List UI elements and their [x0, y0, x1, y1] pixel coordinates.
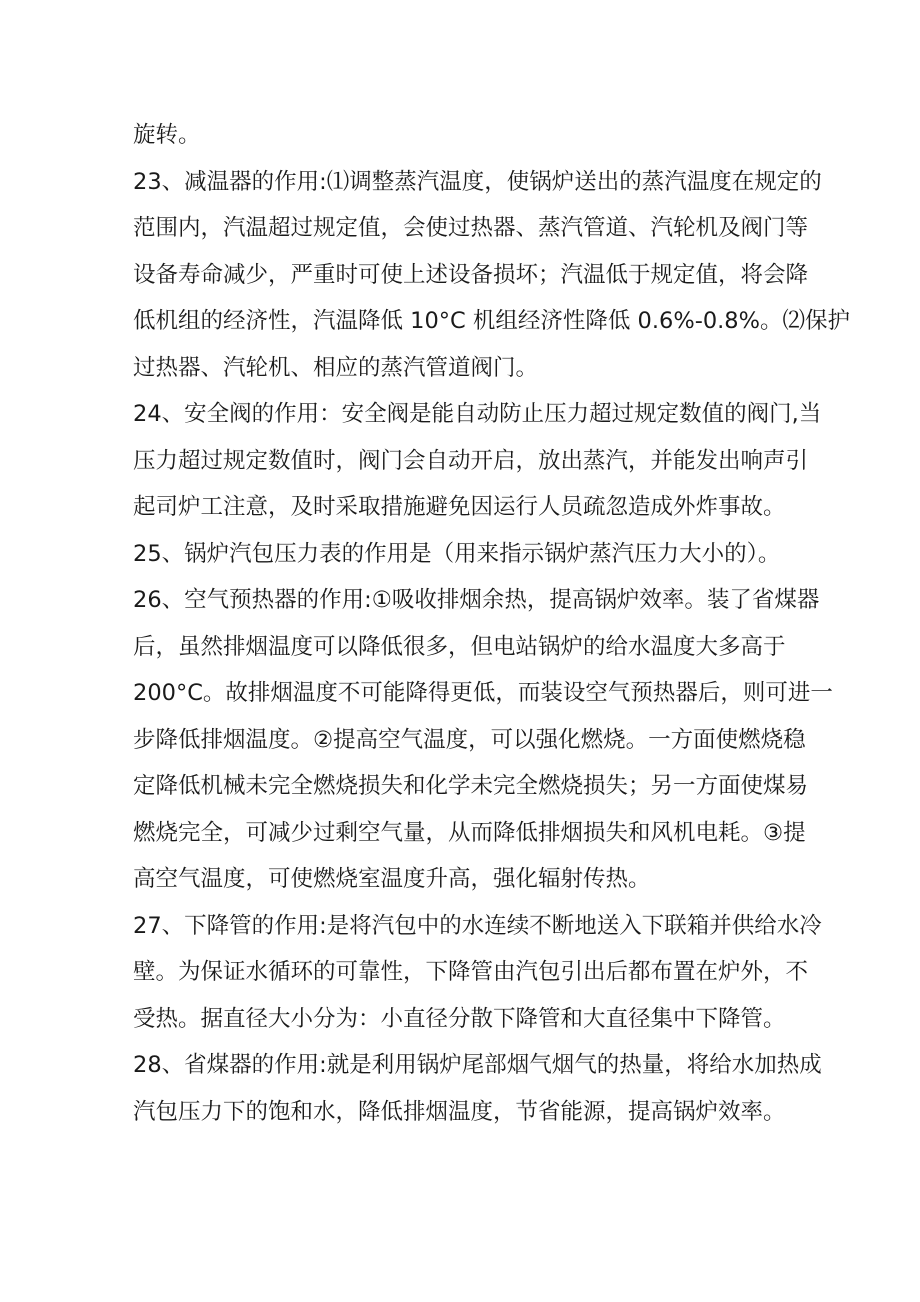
text-line: 低机组的经济性，汽温降低 10°C 机组经济性降低 0.6%-0.8%。⑵保护: [133, 308, 850, 334]
text-line: 汽包压力下的饱和水，降低排烟温度，节省能源，提高锅炉效率。: [133, 1098, 786, 1125]
paragraph-25-pressure-gauge: [133, 531, 800, 578]
paragraph-23-desuperheater: [133, 159, 850, 392]
text-line: 步降低排烟温度。②提高空气温度，可以强化燃烧。一方面使燃烧稳: [133, 726, 806, 753]
text-line: 范围内，汽温超过规定值，会使过热器、蒸汽管道、汽轮机及阀门等: [133, 215, 809, 241]
paragraph-26-air-preheater: [133, 577, 833, 903]
paragraph-continuation: [133, 112, 800, 159]
text-line: 受热。据直径大小分为：小直径分散下降管和大直径集中下降管。: [133, 1005, 786, 1032]
text-line: 25、锅炉汽包压力表的作用是（用来指示锅炉蒸汽压力大小的）。: [133, 540, 781, 567]
paragraph-27-downcomer: [133, 903, 822, 1043]
text-line: 旋转。: [133, 122, 201, 148]
text-line: 24、安全阀的作用：安全阀是能自动防止压力超过规定数值的阀门,当: [133, 401, 822, 427]
text-line: 定降低机械未完全燃烧损失和化学未完全燃烧损失；另一方面使煤易: [133, 773, 809, 799]
text-line: 压力超过规定数值时，阀门会自动开启，放出蒸汽，并能发出响声引: [133, 447, 809, 474]
text-line: 23、减温器的作用:⑴调整蒸汽温度，使锅炉送出的蒸汽温度在规定的: [133, 168, 822, 195]
text-line: 200°C。故排烟温度不可能降得更低，而装设空气预热器后，则可进一: [133, 680, 833, 706]
text-line: 27、下降管的作用:是将汽包中的水连续不断地送入下联箱并供给水冷: [133, 912, 822, 939]
text-line: 过热器、汽轮机、相应的蒸汽管道阀门。: [133, 354, 539, 381]
text-line: 26、空气预热器的作用:①吸收排烟余热，提高锅炉效率。装了省煤器: [133, 587, 820, 613]
paragraph-28-economizer: [133, 1042, 822, 1135]
text-line: 壁。为保证水循环的可靠性，下降管由汽包引出后都布置在炉外，不: [133, 959, 809, 985]
text-line: 高空气温度，可使燃烧室温度升高，强化辐射传热。: [133, 866, 651, 892]
paragraph-24-safety-valve: [133, 391, 822, 531]
text-line: 28、省煤器的作用:就是利用锅炉尾部烟气烟气的热量，将给水加热成: [133, 1052, 822, 1078]
text-line: 燃烧完全，可减少过剩空气量，从而降低排烟损失和风机电耗。③提: [133, 819, 806, 846]
text-line: 设备寿命减少，严重时可使上述设备损坏；汽温低于规定值，将会降: [133, 261, 809, 288]
text-line: 后，虽然排烟温度可以降低很多，但电站锅炉的给水温度大多高于: [133, 633, 786, 660]
text-line: 起司炉工注意，及时采取措施避免因运行人员疏忽造成外炸事故。: [133, 494, 786, 520]
